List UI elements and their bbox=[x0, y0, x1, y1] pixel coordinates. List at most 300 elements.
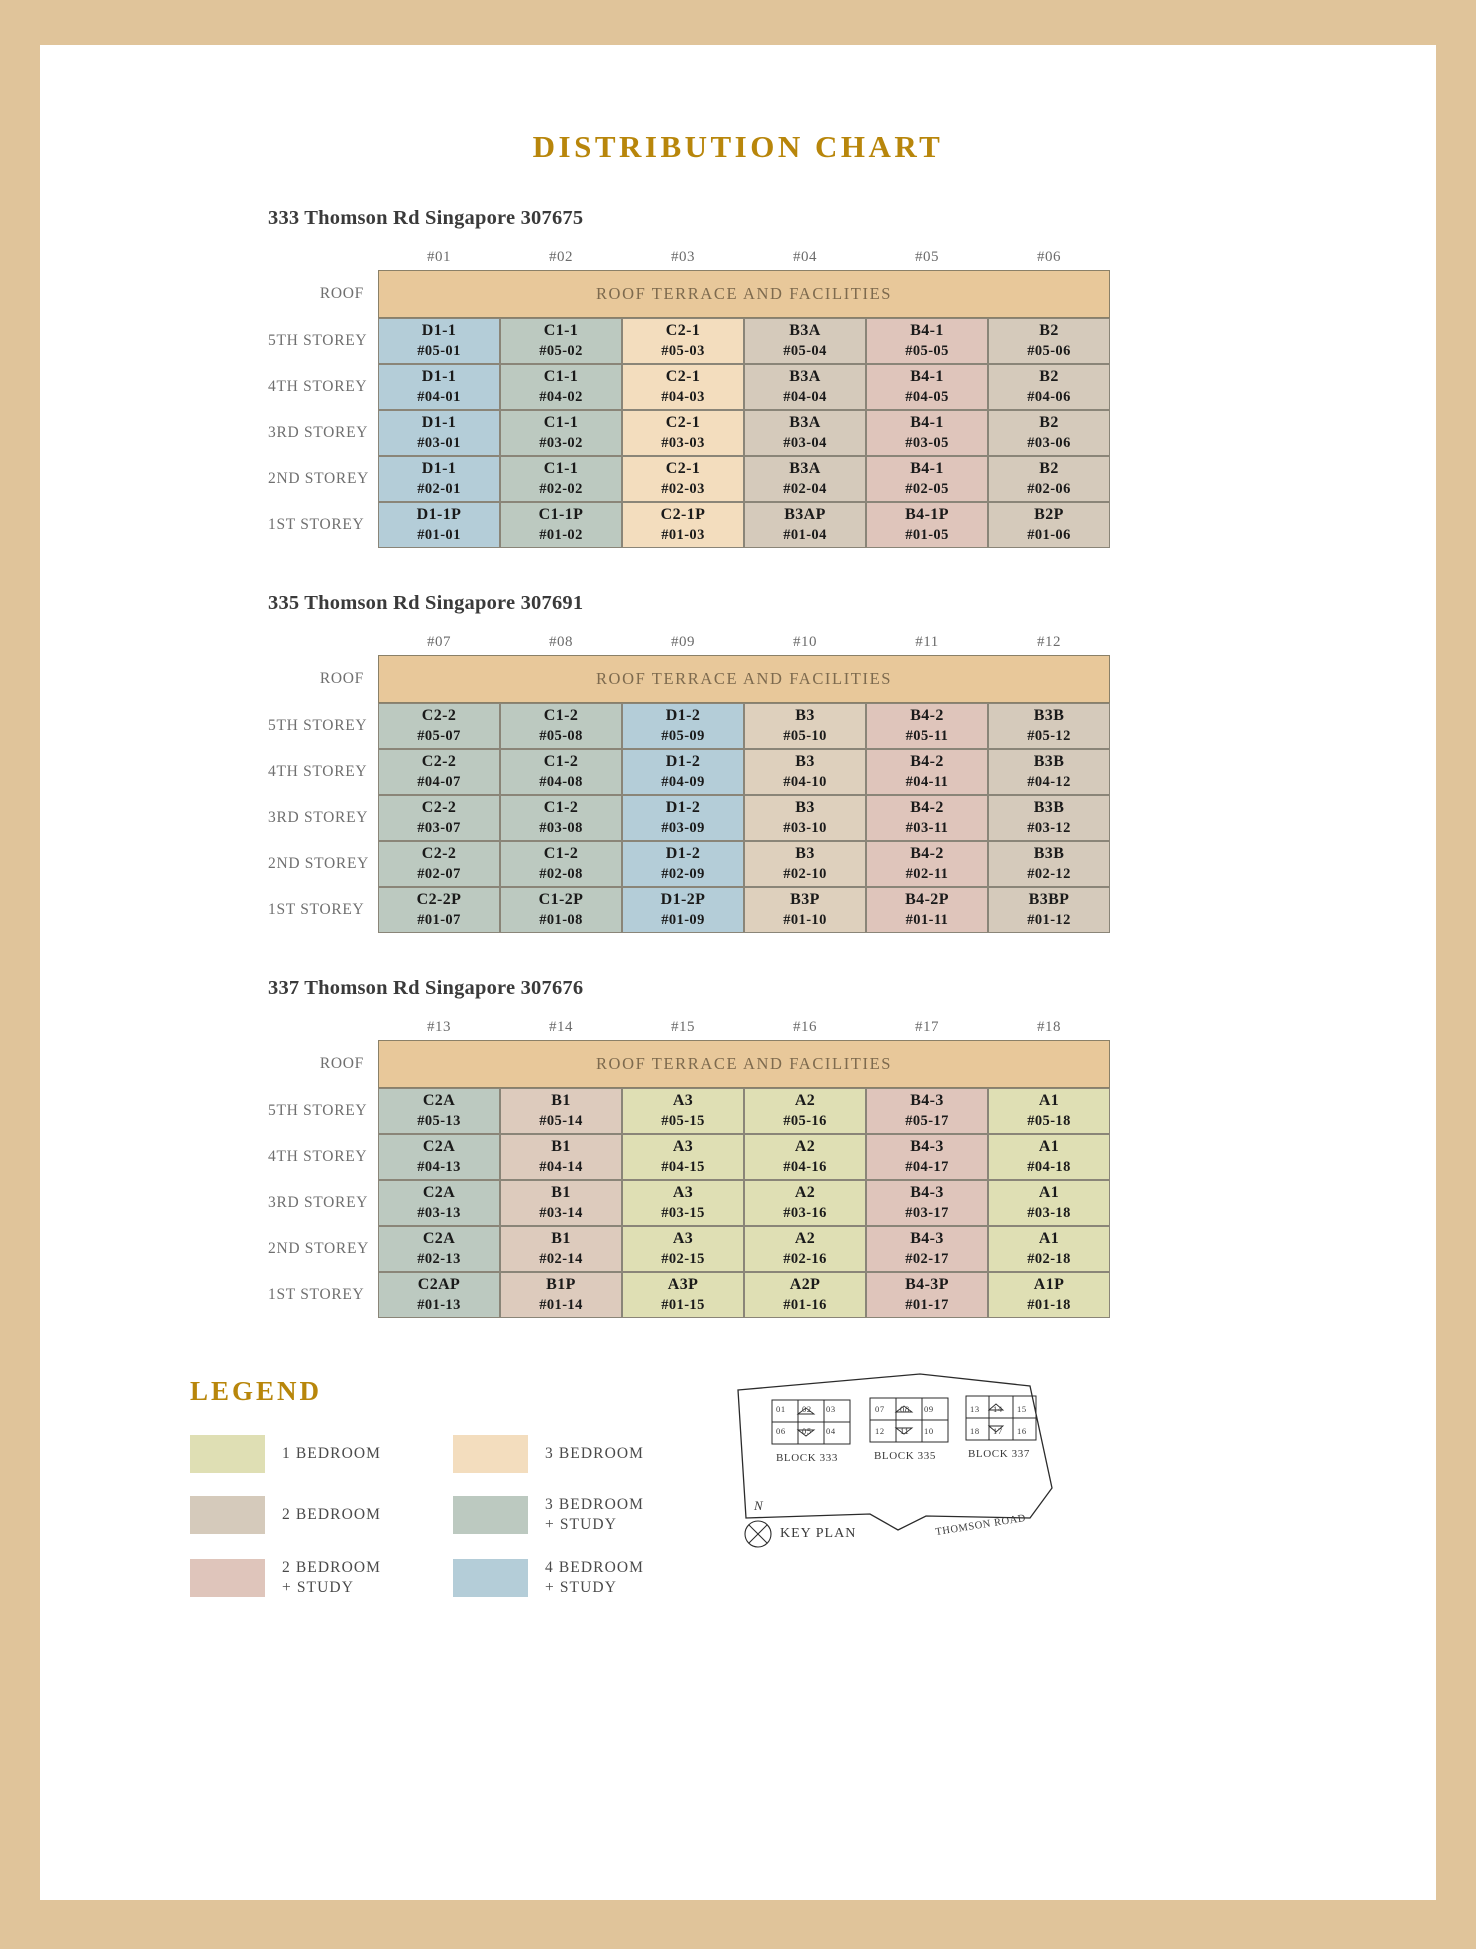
unit-type: B3A bbox=[789, 414, 821, 432]
unit-type: D1-1 bbox=[421, 460, 457, 478]
row-label-roof: ROOF bbox=[319, 670, 364, 687]
unit-type: C1-2 bbox=[543, 753, 579, 771]
keyplan-unit-number: 11 bbox=[900, 1426, 910, 1436]
unit-cell[interactable] bbox=[744, 1180, 866, 1226]
unit-number: #03-14 bbox=[539, 1204, 583, 1221]
unit-cell[interactable] bbox=[500, 456, 622, 502]
block-address: 333 Thomson Rd Singapore 307675 bbox=[268, 207, 584, 229]
unit-cell[interactable] bbox=[988, 887, 1110, 933]
unit-cell[interactable] bbox=[866, 410, 988, 456]
unit-type: C2-1 bbox=[665, 322, 701, 340]
unit-number: #01-16 bbox=[783, 1296, 827, 1313]
block-address: 337 Thomson Rd Singapore 307676 bbox=[268, 977, 584, 999]
column-header: #18 bbox=[1037, 1018, 1061, 1035]
unit-cell[interactable] bbox=[988, 410, 1110, 456]
unit-cell[interactable] bbox=[500, 749, 622, 795]
unit-cell[interactable] bbox=[378, 841, 500, 887]
unit-cell[interactable] bbox=[988, 318, 1110, 364]
unit-type: D1-2P bbox=[660, 891, 706, 909]
unit-type: D1-1 bbox=[421, 414, 457, 432]
unit-number: #05-04 bbox=[783, 342, 827, 359]
unit-type: A1 bbox=[1038, 1092, 1060, 1110]
unit-cell[interactable] bbox=[622, 456, 744, 502]
keyplan-unit-number: 10 bbox=[924, 1426, 934, 1436]
unit-type: B3BP bbox=[1028, 891, 1070, 909]
unit-cell[interactable] bbox=[744, 364, 866, 410]
unit-cell[interactable] bbox=[988, 1088, 1110, 1134]
table-row bbox=[268, 1180, 1110, 1226]
unit-number: #04-13 bbox=[417, 1158, 461, 1175]
unit-cell[interactable] bbox=[744, 456, 866, 502]
unit-number: #02-14 bbox=[539, 1250, 583, 1267]
unit-type: B2P bbox=[1034, 506, 1064, 524]
unit-cell[interactable] bbox=[500, 1226, 622, 1272]
row-label-storey: 3RD STOREY bbox=[268, 424, 369, 441]
unit-cell[interactable] bbox=[500, 318, 622, 364]
unit-number: #03-06 bbox=[1027, 434, 1071, 451]
legend-swatch bbox=[190, 1559, 265, 1597]
unit-number: #01-11 bbox=[905, 911, 949, 928]
unit-number: #04-04 bbox=[783, 388, 827, 405]
column-header: #01 bbox=[427, 248, 451, 265]
unit-number: #05-12 bbox=[1027, 727, 1071, 744]
keyplan-block-label: BLOCK 335 bbox=[874, 1450, 936, 1462]
unit-number: #03-10 bbox=[783, 819, 827, 836]
row-label-storey: 2ND STOREY bbox=[268, 470, 370, 487]
unit-number: #03-12 bbox=[1027, 819, 1071, 836]
unit-type: B3 bbox=[795, 845, 815, 863]
unit-cell[interactable] bbox=[988, 703, 1110, 749]
keyplan-unit-number: 06 bbox=[776, 1426, 786, 1436]
unit-type: B1P bbox=[546, 1276, 576, 1294]
column-header: #07 bbox=[427, 633, 451, 650]
legend-label: 3 BEDROOM + STUDY bbox=[545, 1496, 645, 1534]
unit-type: C1-1 bbox=[543, 460, 579, 478]
unit-cell[interactable] bbox=[622, 1088, 744, 1134]
unit-number: #02-17 bbox=[905, 1250, 949, 1267]
unit-cell[interactable] bbox=[500, 887, 622, 933]
unit-number: #02-16 bbox=[783, 1250, 827, 1267]
unit-number: #04-18 bbox=[1027, 1158, 1071, 1175]
unit-type: C1-1 bbox=[543, 368, 579, 386]
unit-type: A1 bbox=[1038, 1184, 1060, 1202]
unit-cell[interactable] bbox=[378, 364, 500, 410]
unit-type: B1 bbox=[551, 1184, 571, 1202]
unit-cell[interactable] bbox=[500, 703, 622, 749]
unit-number: #02-06 bbox=[1027, 480, 1071, 497]
unit-type: B3B bbox=[1033, 845, 1065, 863]
column-header: #05 bbox=[915, 248, 939, 265]
unit-number: #04-12 bbox=[1027, 773, 1071, 790]
keyplan-unit-number: 07 bbox=[875, 1404, 885, 1414]
unit-type: B4-1 bbox=[910, 368, 944, 386]
unit-type: C2-1 bbox=[665, 414, 701, 432]
roof-terrace-bar: ROOF TERRACE AND FACILITIES bbox=[378, 270, 1110, 318]
unit-cell[interactable] bbox=[378, 1088, 500, 1134]
block-section-333 bbox=[268, 207, 1168, 548]
unit-cell[interactable] bbox=[866, 1134, 988, 1180]
unit-cell[interactable] bbox=[988, 456, 1110, 502]
unit-number: #04-14 bbox=[539, 1158, 583, 1175]
unit-cell[interactable] bbox=[622, 364, 744, 410]
unit-cell[interactable] bbox=[622, 841, 744, 887]
row-label-storey: 2ND STOREY bbox=[268, 1240, 370, 1257]
legend-label: 2 BEDROOM + STUDY bbox=[282, 1558, 382, 1597]
unit-cell[interactable] bbox=[988, 364, 1110, 410]
unit-type: A1 bbox=[1038, 1138, 1060, 1156]
unit-cell[interactable] bbox=[988, 1180, 1110, 1226]
table-row bbox=[268, 1272, 1110, 1318]
column-header: #06 bbox=[1037, 248, 1061, 265]
unit-type: C2-2 bbox=[421, 845, 457, 863]
unit-number: #02-18 bbox=[1027, 1250, 1071, 1267]
unit-cell[interactable] bbox=[622, 749, 744, 795]
unit-number: #04-07 bbox=[417, 773, 461, 790]
unit-number: #05-07 bbox=[417, 727, 461, 744]
unit-type: B3B bbox=[1033, 799, 1065, 817]
unit-number: #04-09 bbox=[661, 773, 705, 790]
unit-type: B4-1P bbox=[905, 506, 949, 524]
roof-terrace-bar: ROOF TERRACE AND FACILITIES bbox=[378, 655, 1110, 703]
keyplan-unit-number: 03 bbox=[826, 1404, 836, 1414]
unit-cell[interactable] bbox=[866, 1180, 988, 1226]
keyplan-unit-number: 12 bbox=[875, 1426, 885, 1436]
unit-type: C2A bbox=[422, 1230, 456, 1248]
unit-cell[interactable] bbox=[622, 887, 744, 933]
unit-number: #05-17 bbox=[905, 1112, 949, 1129]
unit-cell[interactable] bbox=[378, 318, 500, 364]
unit-type: C1-2 bbox=[543, 707, 579, 725]
unit-type: C2-2 bbox=[421, 753, 457, 771]
keyplan-unit-number: 08 bbox=[900, 1404, 910, 1414]
unit-type: B4-3 bbox=[910, 1138, 944, 1156]
page-title: DISTRIBUTION CHART bbox=[532, 129, 944, 164]
unit-cell[interactable] bbox=[500, 502, 622, 548]
unit-cell[interactable] bbox=[866, 1272, 988, 1318]
legend-swatch bbox=[453, 1496, 528, 1534]
unit-cell[interactable] bbox=[500, 1088, 622, 1134]
column-header: #08 bbox=[549, 633, 573, 650]
unit-type: A2 bbox=[794, 1092, 816, 1110]
keyplan-caption: KEY PLAN bbox=[780, 1526, 857, 1541]
row-label-storey: 5TH STOREY bbox=[268, 332, 368, 349]
column-header: #17 bbox=[915, 1018, 939, 1035]
unit-cell[interactable] bbox=[378, 795, 500, 841]
table-row bbox=[268, 749, 1110, 795]
unit-cell[interactable] bbox=[622, 703, 744, 749]
block-address: 335 Thomson Rd Singapore 307691 bbox=[268, 592, 584, 614]
keyplan-unit-number: 05 bbox=[802, 1426, 812, 1436]
unit-cell[interactable] bbox=[378, 749, 500, 795]
keyplan-unit-number: 17 bbox=[993, 1426, 1003, 1436]
column-header: #03 bbox=[671, 248, 695, 265]
unit-cell[interactable] bbox=[378, 410, 500, 456]
unit-type: B3P bbox=[790, 891, 820, 909]
unit-cell[interactable] bbox=[744, 318, 866, 364]
unit-cell[interactable] bbox=[744, 887, 866, 933]
unit-type: D1-2 bbox=[665, 799, 701, 817]
unit-cell[interactable] bbox=[500, 1272, 622, 1318]
unit-type: B3 bbox=[795, 707, 815, 725]
legend-label: 1 BEDROOM bbox=[282, 1444, 382, 1462]
unit-number: #03-05 bbox=[905, 434, 949, 451]
unit-type: B3A bbox=[789, 322, 821, 340]
unit-type: B4-1 bbox=[910, 322, 944, 340]
unit-cell[interactable] bbox=[622, 318, 744, 364]
unit-cell[interactable] bbox=[622, 1272, 744, 1318]
column-header: #14 bbox=[549, 1018, 573, 1035]
unit-cell[interactable] bbox=[378, 456, 500, 502]
keyplan-unit-number: 14 bbox=[993, 1404, 1003, 1414]
unit-number: #04-03 bbox=[661, 388, 705, 405]
table-row bbox=[268, 502, 1110, 548]
unit-cell[interactable] bbox=[378, 887, 500, 933]
unit-cell[interactable] bbox=[988, 1134, 1110, 1180]
block-section-335 bbox=[268, 592, 1168, 933]
keyplan-unit-number: 18 bbox=[970, 1426, 980, 1436]
unit-cell[interactable] bbox=[988, 502, 1110, 548]
table-row bbox=[268, 318, 1110, 364]
unit-type: B1 bbox=[551, 1230, 571, 1248]
unit-cell[interactable] bbox=[622, 502, 744, 548]
unit-number: #03-08 bbox=[539, 819, 583, 836]
unit-number: #01-01 bbox=[417, 526, 461, 543]
legend-swatch bbox=[453, 1559, 528, 1597]
legend-label: 4 BEDROOM + STUDY bbox=[545, 1558, 645, 1597]
unit-number: #05-08 bbox=[539, 727, 583, 744]
column-header: #09 bbox=[671, 633, 695, 650]
unit-type: C2-1 bbox=[665, 368, 701, 386]
unit-number: #05-18 bbox=[1027, 1112, 1071, 1129]
unit-cell[interactable] bbox=[378, 1226, 500, 1272]
unit-type: B3B bbox=[1033, 753, 1065, 771]
unit-number: #05-15 bbox=[661, 1112, 705, 1129]
unit-cell[interactable] bbox=[866, 364, 988, 410]
unit-number: #05-02 bbox=[539, 342, 583, 359]
unit-type: B3B bbox=[1033, 707, 1065, 725]
unit-number: #04-10 bbox=[783, 773, 827, 790]
unit-cell[interactable] bbox=[744, 841, 866, 887]
column-header: #16 bbox=[793, 1018, 817, 1035]
unit-type: C1-2 bbox=[543, 845, 579, 863]
legend-swatch bbox=[190, 1435, 265, 1473]
unit-cell[interactable] bbox=[744, 703, 866, 749]
unit-number: #02-05 bbox=[905, 480, 949, 497]
unit-cell[interactable] bbox=[744, 749, 866, 795]
unit-cell[interactable] bbox=[622, 1226, 744, 1272]
unit-type: A2 bbox=[794, 1138, 816, 1156]
unit-cell[interactable] bbox=[866, 456, 988, 502]
unit-cell[interactable] bbox=[866, 703, 988, 749]
unit-cell[interactable] bbox=[500, 410, 622, 456]
unit-cell[interactable] bbox=[378, 703, 500, 749]
table-row bbox=[268, 364, 1110, 410]
row-label-roof: ROOF bbox=[319, 1055, 364, 1072]
unit-cell[interactable] bbox=[622, 1180, 744, 1226]
row-label-storey: 3RD STOREY bbox=[268, 1194, 369, 1211]
unit-number: #03-16 bbox=[783, 1204, 827, 1221]
distribution-table-333 bbox=[268, 244, 1110, 548]
unit-number: #05-05 bbox=[905, 342, 949, 359]
legend-swatch bbox=[453, 1435, 528, 1473]
unit-cell[interactable] bbox=[378, 1272, 500, 1318]
unit-number: #05-11 bbox=[905, 727, 949, 744]
unit-cell[interactable] bbox=[988, 1226, 1110, 1272]
unit-number: #02-07 bbox=[417, 865, 461, 882]
column-header: #02 bbox=[549, 248, 573, 265]
unit-type: B4-2P bbox=[905, 891, 949, 909]
column-header: #13 bbox=[427, 1018, 451, 1035]
block-section-337 bbox=[268, 977, 1168, 1318]
table-row bbox=[268, 456, 1110, 502]
unit-cell[interactable] bbox=[988, 1272, 1110, 1318]
unit-cell[interactable] bbox=[744, 410, 866, 456]
unit-number: #01-13 bbox=[417, 1296, 461, 1313]
row-label-storey: 4TH STOREY bbox=[268, 378, 368, 395]
row-label-roof: ROOF bbox=[319, 285, 364, 302]
unit-number: #01-15 bbox=[661, 1296, 705, 1313]
unit-type: C2-1P bbox=[660, 506, 706, 524]
unit-type: D1-1P bbox=[416, 506, 462, 524]
legend-swatch bbox=[190, 1496, 265, 1534]
roof-terrace-bar: ROOF TERRACE AND FACILITIES bbox=[378, 1040, 1110, 1088]
column-header: #15 bbox=[671, 1018, 695, 1035]
table-row bbox=[268, 841, 1110, 887]
corner-spacer bbox=[268, 629, 378, 655]
keyplan-unit-number: 15 bbox=[1017, 1404, 1027, 1414]
row-label-storey: 3RD STOREY bbox=[268, 809, 369, 826]
unit-cell[interactable] bbox=[988, 841, 1110, 887]
unit-cell[interactable] bbox=[866, 795, 988, 841]
distribution-table-337 bbox=[268, 1014, 1110, 1318]
unit-number: #03-07 bbox=[417, 819, 461, 836]
key-plan bbox=[730, 1368, 1060, 1558]
keyplan-unit-number: 09 bbox=[924, 1404, 934, 1414]
unit-cell[interactable] bbox=[500, 841, 622, 887]
unit-cell[interactable] bbox=[866, 502, 988, 548]
table-row bbox=[268, 887, 1110, 933]
keyplan-unit-number: 13 bbox=[970, 1404, 980, 1414]
unit-number: #01-06 bbox=[1027, 526, 1071, 543]
table-row bbox=[268, 795, 1110, 841]
unit-type: D1-2 bbox=[665, 753, 701, 771]
unit-cell[interactable] bbox=[866, 887, 988, 933]
unit-type: D1-2 bbox=[665, 707, 701, 725]
unit-number: #04-16 bbox=[783, 1158, 827, 1175]
corner-spacer bbox=[268, 1014, 378, 1040]
row-label-storey: 4TH STOREY bbox=[268, 1148, 368, 1165]
unit-number: #02-04 bbox=[783, 480, 827, 497]
unit-number: #02-09 bbox=[661, 865, 705, 882]
unit-type: B4-3 bbox=[910, 1230, 944, 1248]
unit-type: C2A bbox=[422, 1184, 456, 1202]
unit-number: #01-10 bbox=[783, 911, 827, 928]
unit-number: #01-07 bbox=[417, 911, 461, 928]
unit-number: #04-17 bbox=[905, 1158, 949, 1175]
unit-number: #03-03 bbox=[661, 434, 705, 451]
unit-type: B3A bbox=[789, 460, 821, 478]
legend-label: 2 BEDROOM bbox=[282, 1506, 382, 1524]
unit-cell[interactable] bbox=[378, 1180, 500, 1226]
column-header: #11 bbox=[915, 633, 939, 650]
unit-type: B4-2 bbox=[910, 799, 944, 817]
unit-cell[interactable] bbox=[622, 1134, 744, 1180]
table-row bbox=[268, 1226, 1110, 1272]
row-label-storey: 5TH STOREY bbox=[268, 717, 368, 734]
unit-number: #03-13 bbox=[417, 1204, 461, 1221]
unit-cell[interactable] bbox=[744, 1272, 866, 1318]
unit-number: #05-14 bbox=[539, 1112, 583, 1129]
unit-cell[interactable] bbox=[744, 1088, 866, 1134]
unit-cell[interactable] bbox=[622, 795, 744, 841]
unit-cell[interactable] bbox=[988, 795, 1110, 841]
unit-type: C1-1 bbox=[543, 414, 579, 432]
unit-number: #01-05 bbox=[905, 526, 949, 543]
unit-type: C2AP bbox=[417, 1276, 461, 1294]
unit-cell[interactable] bbox=[500, 795, 622, 841]
unit-type: B1 bbox=[551, 1092, 571, 1110]
unit-cell[interactable] bbox=[622, 410, 744, 456]
unit-type: C1-2 bbox=[543, 799, 579, 817]
unit-cell[interactable] bbox=[866, 841, 988, 887]
unit-type: C1-2P bbox=[538, 891, 584, 909]
legend-label: 3 BEDROOM bbox=[545, 1444, 645, 1462]
unit-cell[interactable] bbox=[988, 749, 1110, 795]
storey-rows-333 bbox=[268, 318, 1110, 548]
unit-type: B3AP bbox=[784, 506, 826, 524]
unit-number: #05-09 bbox=[661, 727, 705, 744]
unit-cell[interactable] bbox=[744, 795, 866, 841]
row-label-storey: 5TH STOREY bbox=[268, 1102, 368, 1119]
unit-cell[interactable] bbox=[866, 1088, 988, 1134]
unit-cell[interactable] bbox=[744, 1226, 866, 1272]
unit-number: #04-05 bbox=[905, 388, 949, 405]
unit-cell[interactable] bbox=[500, 1180, 622, 1226]
unit-cell[interactable] bbox=[378, 1134, 500, 1180]
legend-title: LEGEND bbox=[190, 1376, 323, 1406]
unit-cell[interactable] bbox=[744, 502, 866, 548]
unit-cell[interactable] bbox=[744, 1134, 866, 1180]
north-indicator: N bbox=[754, 1498, 764, 1513]
column-header-row bbox=[268, 629, 1110, 655]
unit-number: #04-11 bbox=[905, 773, 949, 790]
unit-type: D1-2 bbox=[665, 845, 701, 863]
unit-cell[interactable] bbox=[378, 502, 500, 548]
unit-cell[interactable] bbox=[500, 364, 622, 410]
unit-type: B4-2 bbox=[910, 753, 944, 771]
unit-type: B3 bbox=[795, 799, 815, 817]
unit-type: D1-1 bbox=[421, 368, 457, 386]
unit-cell[interactable] bbox=[866, 1226, 988, 1272]
unit-number: #03-01 bbox=[417, 434, 461, 451]
unit-number: #04-06 bbox=[1027, 388, 1071, 405]
unit-number: #02-10 bbox=[783, 865, 827, 882]
keyplan-block-label: BLOCK 337 bbox=[968, 1448, 1030, 1460]
unit-number: #04-02 bbox=[539, 388, 583, 405]
unit-type: A2 bbox=[794, 1230, 816, 1248]
unit-type: C2A bbox=[422, 1138, 456, 1156]
unit-cell[interactable] bbox=[866, 318, 988, 364]
unit-cell[interactable] bbox=[500, 1134, 622, 1180]
legend-section bbox=[190, 1376, 1436, 1599]
unit-number: #01-03 bbox=[661, 526, 705, 543]
unit-type: C2-2 bbox=[421, 707, 457, 725]
unit-number: #02-02 bbox=[539, 480, 583, 497]
row-label-storey: 4TH STOREY bbox=[268, 763, 368, 780]
unit-cell[interactable] bbox=[866, 749, 988, 795]
unit-type: A3P bbox=[667, 1276, 699, 1294]
unit-number: #01-12 bbox=[1027, 911, 1071, 928]
